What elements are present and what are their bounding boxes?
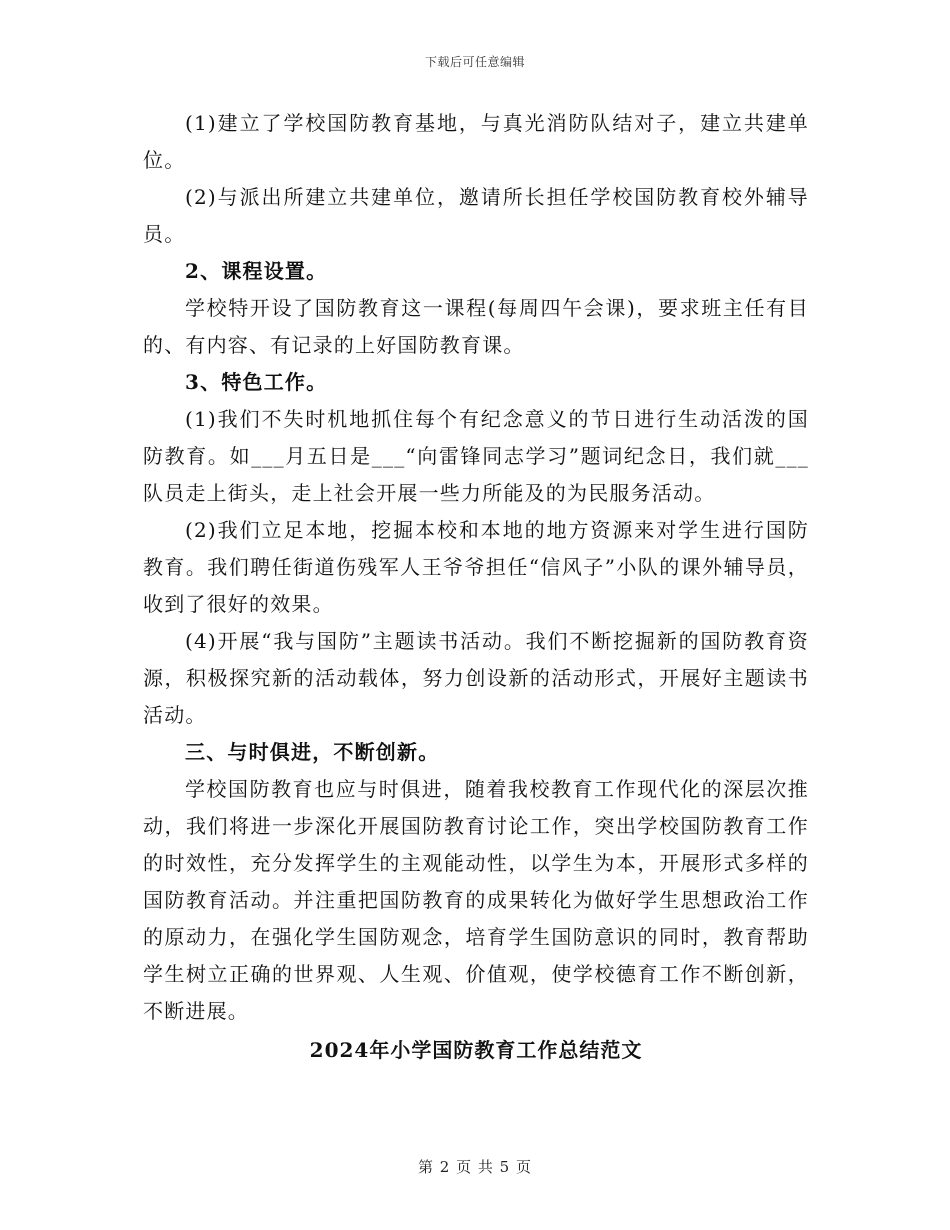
paragraph-innovation: 学校国防教育也应与时俱进，随着我校教育工作现代化的深层次推动，我们将进一步深化开展国防教育讨论工作，突出学校国防教育工作的时效性，充分发挥学生的主观能动性，以学生为本，开展形式多样的国防教育活动。并注重把国防教育的成果转化为做好学生思想政治工作的原动力，在强化学生国防观念，培育学生国防意识的同时，教育帮助学生树立正确的世界观、人生观、价值观，使学校德育工作不断创新，不断进展。 [143, 777, 809, 1023]
document-title: 2024年小学国防教育工作总结范文 [309, 1038, 643, 1062]
paragraph-course-setup: 学校特开设了国防教育这一课程(每周四午会课)，要求班主任有目的、有内容、有记录的上好国防教育课。 [143, 296, 809, 357]
section-heading-feature: 3、特色工作。 [185, 370, 328, 394]
section-heading-course: 2、课程设置。 [185, 259, 328, 283]
paragraph-police-partnership: (2)与派出所建立共建单位，邀请所长担任学校国防教育校外辅导员。 [143, 185, 809, 246]
paragraph-base-establishment: (1)建立了学校国防教育基地，与真光消防队结对子，建立共建单位。 [143, 111, 809, 172]
paragraph-festival-education: (1)我们不失时机地抓住每个有纪念意义的节日进行生动活泼的国防教育。如___月五日是___“向雷锋同志学习”题词纪念日，我们就___队员走上街头，走上社会开展一些力所能及的为民服务活动。 [143, 407, 809, 505]
section-heading-innovation: 三、与时俱进，不断创新。 [185, 740, 440, 764]
paragraph-local-resources: (2)我们立足本地，挖掘本校和本地的地方资源来对学生进行国防教育。我们聘任街道伤残军人王爷爷担任“信风子”小队的课外辅导员，收到了很好的效果。 [143, 518, 809, 616]
header-note: 下载后可任意编辑 [424, 55, 525, 69]
document-body [143, 105, 809, 1069]
page-number: 第 2 页 共 5 页 [418, 1158, 532, 1176]
paragraph-reading-activity: (4)开展“我与国防”主题读书活动。我们不断挖掘新的国防教育资源，积极探究新的活动载体，努力创设新的活动形式，开展好主题读书活动。 [143, 629, 809, 727]
